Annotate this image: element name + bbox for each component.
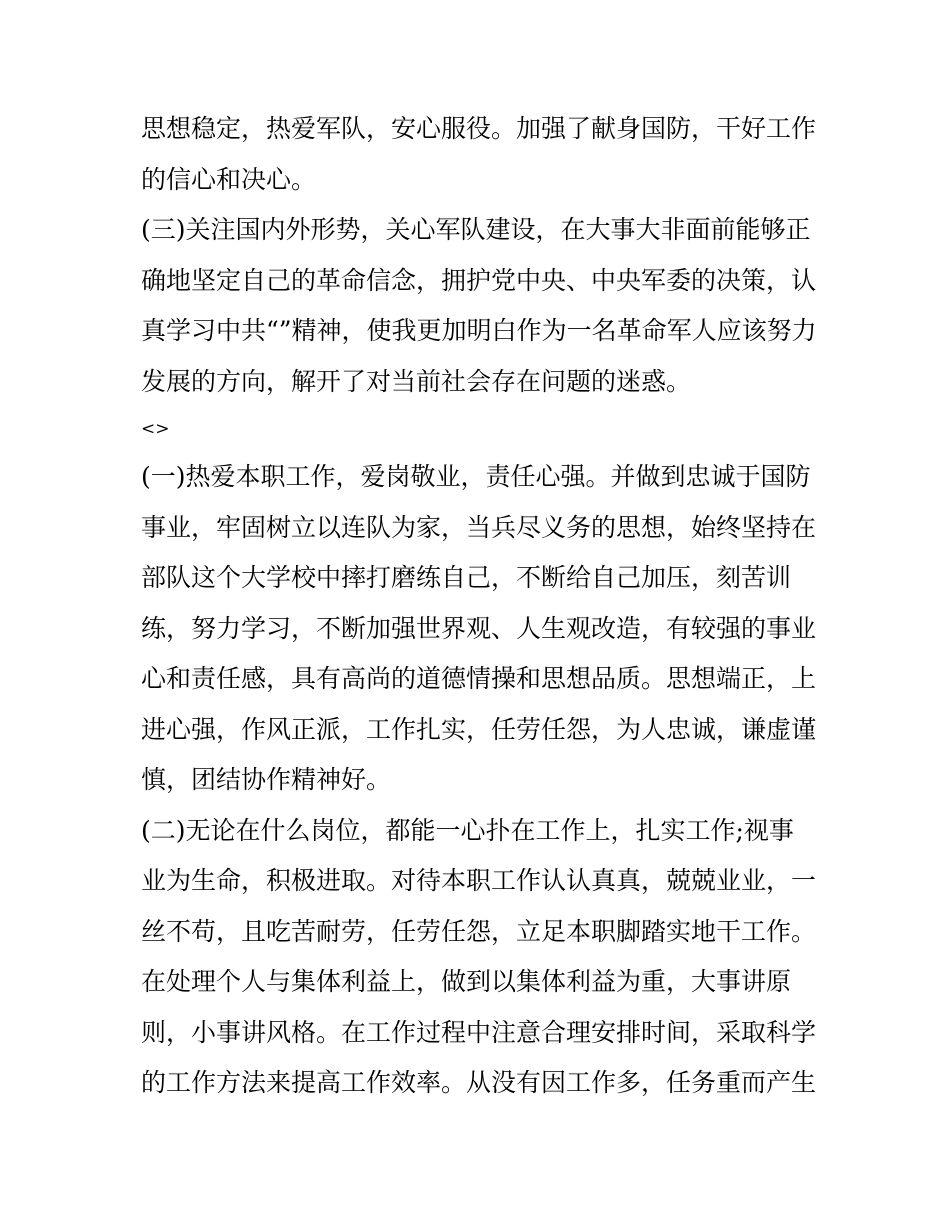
section-marker: <> [141, 419, 170, 439]
text-line: 部队这个大学校中摔打磨练自己，不断给自己加压，刻苦训 [141, 563, 792, 592]
text-line: 的信心和决心。 [141, 164, 317, 194]
text-line: (二)无论在什么岗位，都能一心扑在工作上，扎实工作;视事 [141, 815, 794, 845]
text-line: 进心强，作风正派，工作扎实，任劳任怨，为人忠诚，谦虚谨 [141, 714, 817, 744]
body-text [141, 104, 817, 1109]
text-line: 业为生命，积极进取。对待本职工作认认真真，兢兢业业，一 [141, 866, 817, 895]
text-line: 思想稳定，热爱军队，安心服役。加强了献身国防，干好工作 [141, 114, 817, 143]
text-line: 在处理个人与集体利益上，做到以集体利益为重，大事讲原 [141, 967, 792, 996]
text-line: 则，小事讲风格。在工作过程中注意合理安排时间，采取科学 [141, 1017, 817, 1047]
text-line: 慎，团结协作精神好。 [141, 765, 392, 794]
text-line: (三)关注国内外形势，关心军队建设，在大事大非面前能够正 [141, 215, 811, 244]
text-line: 发展的方向，解开了对当前社会存在问题的迷惑。 [141, 366, 692, 396]
text-line: 事业，牢固树立以连队为家，当兵尽义务的思想，始终坚持在 [141, 512, 817, 542]
text-line: 练，努力学习，不断加强世界观、人生观改造，有较强的事业 [141, 613, 817, 643]
text-line: 丝不苟，且吃苦耐劳，任劳任怨，立足本职脚踏实地干工作。 [141, 916, 817, 946]
text-line: 确地坚定自己的革命信念，拥护党中央、中央军委的决策，认 [141, 265, 817, 295]
text-line: 真学习中共“”精神，使我更加明白作为一名革命军人应该努力 [141, 316, 817, 345]
text-line: 的工作方法来提高工作效率。从没有因工作多，任务重而产生 [141, 1068, 817, 1097]
text-line: 心和责任感，具有高尚的道德情操和思想品质。思想端正，上 [141, 664, 817, 693]
text-line: (一)热爱本职工作，爱岗敬业，责任心强。并做到忠诚于国防 [141, 462, 811, 491]
